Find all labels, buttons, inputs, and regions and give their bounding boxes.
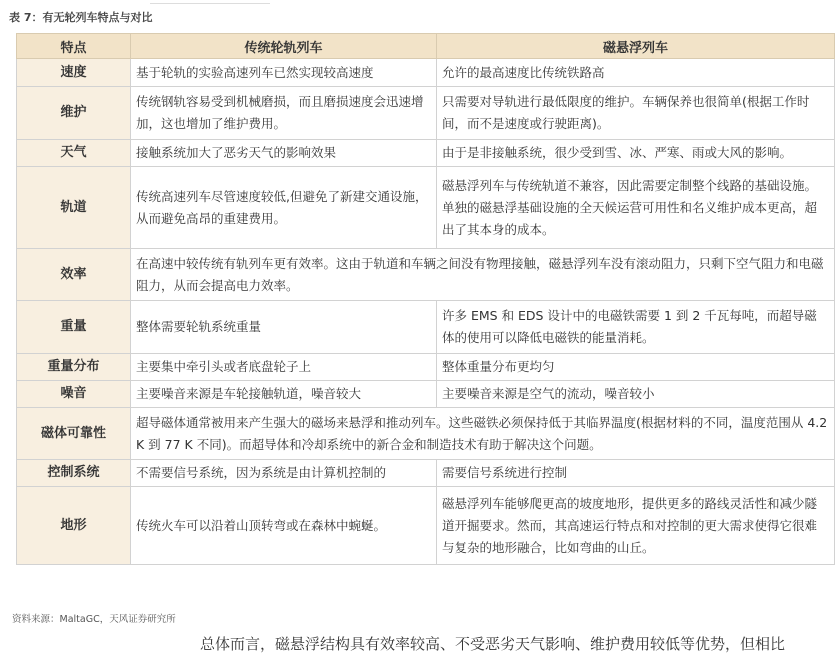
row-maglev: 磁悬浮列车与传统轨道不兼容，因此需要定制整个线路的基础设施。单独的磁悬浮基础设施的全天候运营可用性和名义维护成本更高，超出了其本身的成本。 <box>437 167 835 249</box>
header-maglev: 磁悬浮列车 <box>437 34 835 59</box>
row-feature: 地形 <box>17 487 131 565</box>
row-feature: 维护 <box>17 87 131 140</box>
row-traditional: 接触系统加大了恶劣天气的影响效果 <box>131 140 437 167</box>
comparison-table <box>16 33 835 565</box>
table-header-row <box>17 34 835 59</box>
row-maglev: 许多 EMS 和 EDS 设计中的电磁铁需要 1 到 2 千瓦每吨，而超导磁体的使用可以降低电磁铁的能量消耗。 <box>437 301 835 354</box>
row-traditional: 传统高速列车尽管速度较低,但避免了新建交通设施，从而避免高昂的重建费用。 <box>131 167 437 249</box>
table-row <box>17 354 835 381</box>
row-traditional: 不需要信号系统，因为系统是由计算机控制的 <box>131 460 437 487</box>
table-row <box>17 140 835 167</box>
row-traditional: 基于轮轨的实验高速列车已然实现较高速度 <box>131 59 437 87</box>
row-traditional: 传统火车可以沿着山顶转弯或在森林中蜿蜒。 <box>131 487 437 565</box>
row-maglev: 磁悬浮列车能够爬更高的坡度地形，提供更多的路线灵活性和减少隧道开掘要求。然而，其高速运行特点和对控制的更大需求使得它很难与复杂的地形融合，比如弯曲的山丘。 <box>437 487 835 565</box>
top-clipped-text <box>150 0 270 4</box>
row-feature: 速度 <box>17 59 131 87</box>
row-feature: 效率 <box>17 249 131 301</box>
header-feature: 特点 <box>17 34 131 59</box>
body-paragraph: 总体而言，磁悬浮结构具有效率较高、不受恶劣天气影响、维护费用较低等优势，但相比 <box>200 635 786 653</box>
table-row <box>17 249 835 301</box>
row-traditional: 主要集中牵引头或者底盘轮子上 <box>131 354 437 381</box>
row-feature: 重量 <box>17 301 131 354</box>
table-row <box>17 408 835 460</box>
row-maglev: 只需要对导轨进行最低限度的维护。车辆保养也很简单(根据工作时间，而不是速度或行驶距离)。 <box>437 87 835 140</box>
table-row <box>17 167 835 249</box>
table-row <box>17 301 835 354</box>
source-note: 资料来源：MaltaGC，天风证券研究所 <box>12 614 176 625</box>
table-row <box>17 87 835 140</box>
row-merged-description: 在高速中较传统有轨列车更有效率。这由于轨道和车辆之间没有物理接触，磁悬浮列车没有滚动阻力，只剩下空气阻力和电磁阻力，从而会提高电力效率。 <box>131 249 835 301</box>
row-traditional: 整体需要轮轨系统重量 <box>131 301 437 354</box>
row-feature: 天气 <box>17 140 131 167</box>
table-row <box>17 381 835 408</box>
row-feature: 重量分布 <box>17 354 131 381</box>
row-traditional: 传统钢轨容易受到机械磨损，而且磨损速度会迅速增加，这也增加了维护费用。 <box>131 87 437 140</box>
header-traditional: 传统轮轨列车 <box>131 34 437 59</box>
row-feature: 控制系统 <box>17 460 131 487</box>
row-maglev: 需要信号系统进行控制 <box>437 460 835 487</box>
row-traditional: 主要噪音来源是车轮接触轨道，噪音较大 <box>131 381 437 408</box>
row-maglev: 主要噪音来源是空气的流动，噪音较小 <box>437 381 835 408</box>
row-feature: 磁体可靠性 <box>17 408 131 460</box>
table-row <box>17 487 835 565</box>
table-row <box>17 59 835 87</box>
row-feature: 轨道 <box>17 167 131 249</box>
row-maglev: 整体重量分布更均匀 <box>437 354 835 381</box>
table-caption: 表 7：有无轮列车特点与对比 <box>9 11 153 24</box>
row-feature: 噪音 <box>17 381 131 408</box>
row-merged-description: 超导磁体通常被用来产生强大的磁场来悬浮和推动列车。这些磁铁必须保持低于其临界温度(根据材料的不同，温度范围从 4.2 K 到 77 K 不同)。而超导体和冷却系统中的新合金和制造技术有助于解决这个问题。 <box>131 408 835 460</box>
row-maglev: 允许的最高速度比传统铁路高 <box>437 59 835 87</box>
table-row <box>17 460 835 487</box>
row-maglev: 由于是非接触系统，很少受到雪、冰、严寒、雨或大风的影响。 <box>437 140 835 167</box>
